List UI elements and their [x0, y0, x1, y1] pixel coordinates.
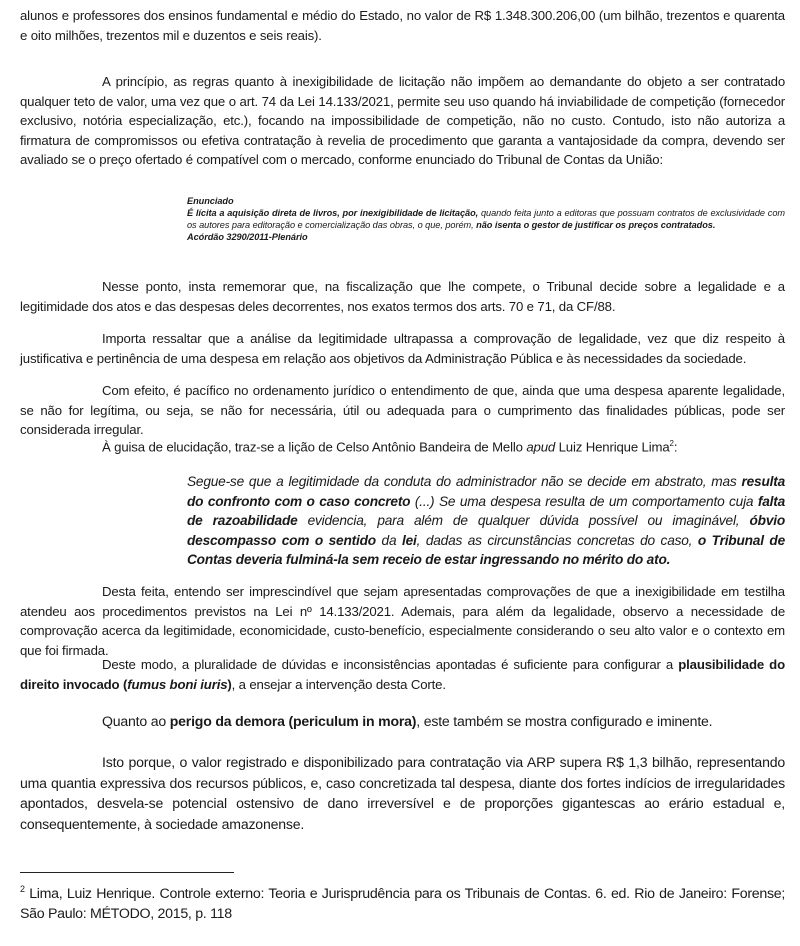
paragraph-deste-modo	[20, 655, 785, 694]
enunciado-title: Enunciado	[187, 196, 234, 206]
paragraph-isto-porque	[20, 752, 785, 834]
apud-italic: apud	[526, 439, 556, 455]
quote-bold: falta de razoabilidade	[187, 493, 786, 528]
paragraph-text: , a ensejar a intervenção desta Corte.	[231, 676, 446, 692]
paragraph-com-efeito	[20, 381, 785, 440]
paragraph-text: Deste modo, a pluralidade de dúvidas e inconsistências apontadas é suficiente para configurar a	[102, 657, 679, 672]
quote-text: (...) Se uma despesa resulta de um comportamento cuja	[410, 493, 758, 509]
paragraph-text: Nesse ponto, insta rememorar que, na fiscalização que lhe compete, o Tribunal decide sobre a legalidade e a legitimidade dos atos e das despesas deles decorrentes, nos exatos termos dos arts. 70 e 71, da CF/88.	[20, 279, 785, 314]
author-name: Luiz Henrique Lima	[555, 439, 670, 455]
paragraph-fiscalizacao	[20, 277, 785, 316]
paragraph-desta-feita	[20, 582, 785, 660]
paragraph-text: , este também se mostra configurado e iminente.	[416, 713, 713, 729]
quote-text: evidencia, para além de qualquer dúvida possível ou imaginável,	[297, 513, 750, 528]
bold-term: plausibilidade do direito invocado (	[20, 657, 785, 692]
quote-bold: o Tribunal de Contas deveria fulminá-la sem receio de estar ingressando no mérito do ato.	[187, 532, 785, 567]
footnote-ref: 2	[669, 439, 674, 448]
quote-bold: lei	[401, 532, 417, 548]
footnote-divider	[20, 872, 234, 873]
quote-text: Segue-se que a legitimidade da conduta do administrador não se decide em abstrato, mas	[187, 474, 742, 489]
paragraph-text: Quanto ao	[102, 713, 170, 729]
paragraph-text: alunos e professores dos ensinos fundamental e médio do Estado, no valor de R$ 1.348.300.206,00 (um bilhão, trezentos e quarenta e oito milhões, trezentos mil e duzentos e seis reais).	[20, 8, 785, 43]
quote-bold: resulta do confronto com o caso concreto	[187, 474, 785, 509]
quote-text: da	[375, 532, 402, 548]
paragraph-text: Desta feita, entendo ser imprescindível que sejam apresentadas comprovações de que a inexigibilidade em testilha atendeu aos procedimentos previstos na Lei nº 14.133/2021. Ademais, para além da legalidade, observo a necessidade de comprovação acerca da legitimidade, economicidade, custo-benefício, especialmente considerando o seu alto valor e o contexto em que foi firmada.	[20, 584, 785, 658]
colon: :	[673, 439, 678, 455]
paragraph-continuation	[20, 6, 785, 45]
bold-term: )	[227, 676, 232, 692]
footnote-number: 2	[20, 884, 25, 894]
paragraph-legitimidade	[20, 329, 785, 368]
bold-term: perigo da demora (periculum in mora)	[169, 713, 417, 729]
paragraph-inexigibilidade	[20, 72, 785, 170]
quote-bold: óbvio descompasso com o sentido	[187, 513, 785, 548]
paragraph-text: À guisa de elucidação, traz-se a lição de Celso Antônio Bandeira de Mello	[102, 439, 527, 455]
enunciado-bold-2: não isenta o gestor de justificar os preços contratados.	[476, 220, 716, 230]
blockquote-enunciado	[187, 195, 785, 243]
quote-text: , dadas as circunstâncias concretas do caso,	[416, 532, 698, 548]
footnote-text: Lima, Luiz Henrique. Controle externo: Teoria e Jurisprudência para os Tribunais de Contas. 6. ed. Rio de Janeiro: Forense; São Paulo: MÉTODO, 2015, p. 118	[20, 886, 785, 922]
paragraph-perigo-demora	[20, 711, 785, 732]
latin-term: fumus boni iuris	[127, 676, 228, 692]
enunciado-reference: Acórdão 3290/2011-Plenário	[187, 232, 308, 242]
paragraph-text: Com efeito, é pacífico no ordenamento jurídico o entendimento de que, ainda que uma despesa aparente legalidade, se não for legítima, ou seja, se não for necessária, útil ou adequada para o cumprimento das finalidades públicas, pode ser considerada irregular.	[20, 383, 785, 437]
enunciado-bold-1: É lícita a aquisição direta de livros, por inexigibilidade de licitação,	[187, 208, 479, 218]
paragraph-text: A princípio, as regras quanto à inexigibilidade de licitação não impõem ao demandante do objeto a ser contratado qualquer teto de valor, uma vez que o art. 74 da Lei 14.133/2021, permite seu uso quando há inviabilidade de competição (fornecedor exclusivo, notória especialização, etc.), focando na impossibilidade de competição, não no custo. Contudo, isto não autoriza a firmatura de compromissos ou efetiva contratação à revelia de procedimento que garanta a vantajosidade da compra, devendo ser avaliado se o preço ofertado é compatível com o mercado, conforme enunciado do Tribunal de Contas da União:	[20, 74, 785, 167]
blockquote-celso-antonio	[187, 472, 785, 570]
enunciado-text: quando feita junto a editoras que possuam contratos de exclusividade com os autores para editoração e comercialização das obras, o que, porém,	[187, 208, 785, 230]
footnote	[20, 880, 785, 924]
paragraph-text: Isto porque, o valor registrado e disponibilizado para contratação via ARP supera R$ 1,3 bilhão, representando uma quantia expressiva dos recursos públicos, e, caso concretizada tal despesa, diante dos fortes indícios de irregularidades apontados, desvela-se potencial ostensivo de dano irreversível e de proporções gigantescas ao erário estadual e, consequentemente, à sociedade amazonense.	[20, 754, 785, 832]
paragraph-text: Importa ressaltar que a análise da legitimidade ultrapassa a comprovação de legalidade, vez que diz respeito à justificativa e pertinência de uma despesa em relação aos objetivos da Administração Pública e às necessidades da sociedade.	[20, 331, 785, 366]
paragraph-elucidacao	[20, 434, 785, 457]
